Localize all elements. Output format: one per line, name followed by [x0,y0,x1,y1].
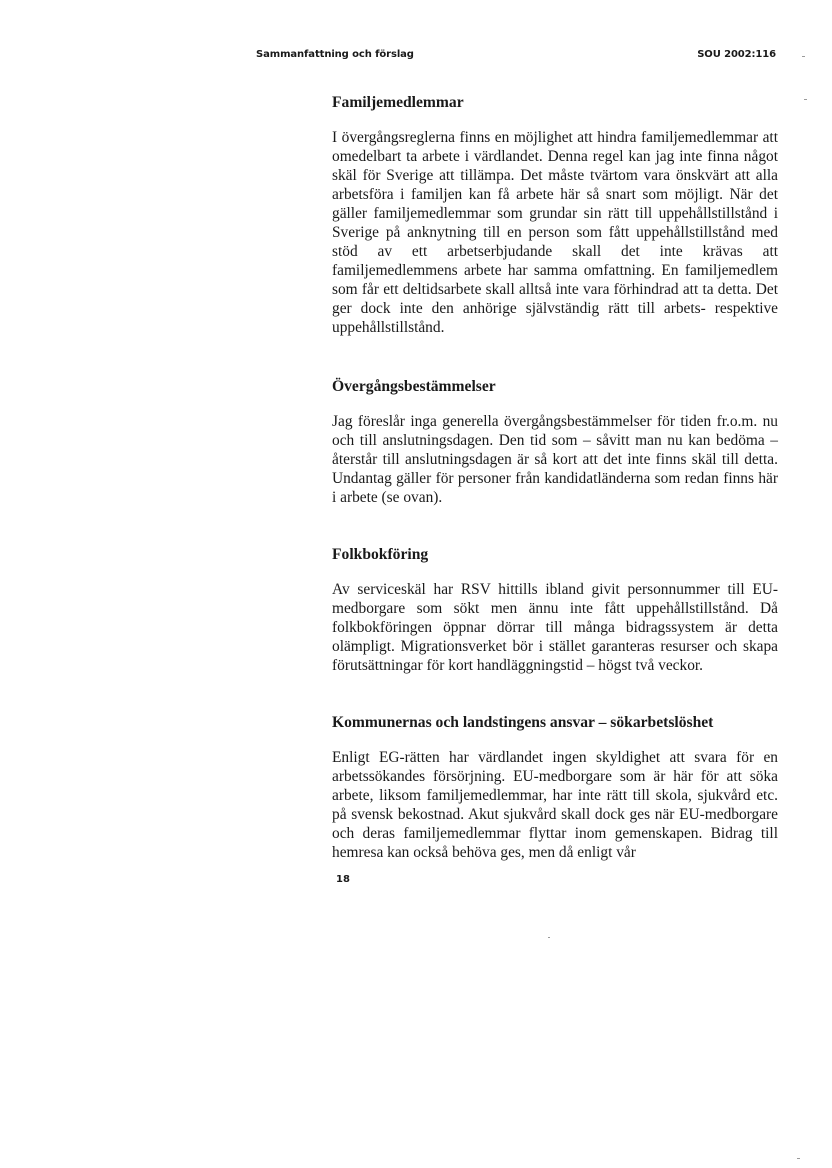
section-body: I övergångsreglerna finns en möjlighet att hindra familjemedlemmar att omedelbart ta arbete i värdlandet. Denna regel kan jag inte finna något skäl för Sverige att tillämpa. Det måste tvärtom vara önskvärt att alla arbetsföra i familjen kan få arbete här så snart som möjligt. När det gäller familjemedlemmar som grundar sin rätt till uppehållstillstånd i Sverige på anknytning till en person som fått uppehållstillstånd med stöd av ett arbetserbjudande skall det inte krävas att familjemedlemmens arbete har samma omfattning. En familjemedlem som får ett deltidsarbete skall alltså inte vara förhindrad att ta detta. Det ger dock inte den anhörige självständig rätt till arbets- respektive uppehållstillstånd. [332,129,778,336]
scan-speck [548,937,550,938]
scan-speck [804,99,807,100]
section-familjemedlemmar [332,93,778,337]
section-folkbokforing [332,545,778,675]
section-heading: Kommunernas och landstingens ansvar – sökarbetslöshet [332,714,714,731]
section-body: Av serviceskäl har RSV hittills ibland givit personnummer till EU-medborgare som sökt men ännu inte fått uppehållstillstånd. Då folkbokföringen öppnar dörrar till många bidragssystem är detta olämpligt. Migrationsverket bör i stället garanteras resurser och skapa förutsättningar för kort handläggningstid – högst två veckor. [332,581,778,674]
section-kommunernas-ansvar [332,713,778,862]
section-heading: Övergångsbestämmelser [332,378,496,395]
header-chapter-title: Sammanfattning och förslag [256,49,414,60]
page-content [332,93,778,862]
section-overgangsbestammelser [332,377,778,507]
section-body: Jag föreslår inga generella övergångsbestämmelser för tiden fr.o.m. nu och till anslutningsdagen. Den tid som – såvitt man nu kan bedöma – återstår till anslutningsdagen är så kort att det inte finns skäl till detta. Undantag gäller för personer från kandidatländerna som redan finns här i arbete (se ovan). [332,413,778,506]
section-heading: Folkbokföring [332,546,429,563]
page-number: 18 [336,874,350,885]
scan-speck [797,1158,800,1159]
running-header [256,49,776,65]
header-document-id: SOU 2002:116 [697,49,776,60]
scan-speck [802,56,805,57]
section-heading: Familjemedlemmar [332,94,464,111]
section-body: Enligt EG-rätten har värdlandet ingen skyldighet att svara för en arbetssökandes försörjning. EU-medborgare som är här för att söka arbete, liksom familjemedlemmar, har inte rätt till skola, sjukvård etc. på svensk bekostnad. Akut sjukvård skall dock ges när EU-medborgare och deras familjemedlemmar flyttar inom gemenskapen. Bidrag till hemresa kan också behöva ges, men då enligt vår [332,749,778,861]
